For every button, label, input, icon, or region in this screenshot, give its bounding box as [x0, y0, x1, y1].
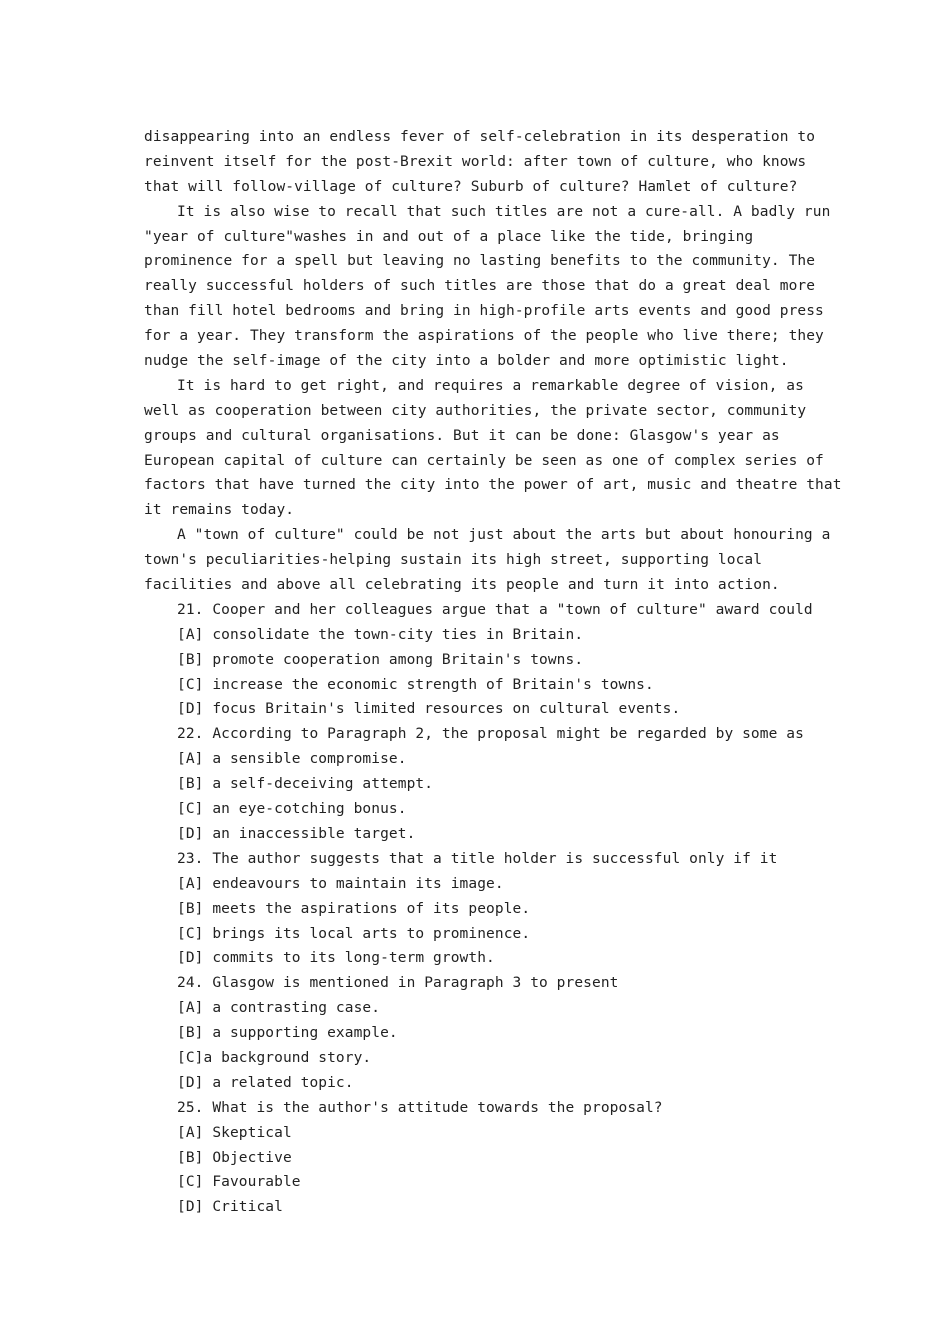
answer-option: [D] focus Britain's limited resources on cultural events.: [177, 701, 681, 718]
question-24: [144, 971, 824, 1095]
answer-option: [C] increase the economic strength of Britain's towns.: [177, 676, 654, 693]
answer-option: [B] a supporting example.: [177, 1025, 398, 1042]
text-line: factors that have turned the city into the power of art, music and theatre that: [144, 477, 842, 494]
answer-option: [D] a related topic.: [177, 1074, 354, 1091]
answer-option: [A] a contrasting case.: [177, 1000, 381, 1017]
text-line: It is hard to get right, and requires a remarkable degree of vision, as: [177, 377, 804, 394]
answer-option: [B] promote cooperation among Britain's towns.: [177, 651, 584, 668]
question-stem: 21. Cooper and her colleagues argue that a "town of culture" award could: [177, 601, 813, 618]
answer-option: [C] Favourable: [177, 1174, 301, 1191]
paragraph-1: [144, 125, 824, 200]
text-line: reinvent itself for the post-Brexit world: after town of culture, who knows: [144, 153, 807, 170]
answer-option: [A] consolidate the town-city ties in Britain.: [177, 626, 584, 643]
question-stem: 25. What is the author's attitude towards the proposal?: [177, 1099, 663, 1116]
text-line: disappearing into an endless fever of self-celebration in its desperation to: [144, 129, 816, 145]
paragraph-2: [144, 200, 831, 374]
paragraph-3: [144, 374, 842, 523]
text-line: that will follow-village of culture? Suburb of culture? Hamlet of culture?: [144, 178, 798, 195]
text-line: well as cooperation between city authorities, the private sector, community: [144, 402, 807, 419]
text-line: A "town of culture" could be not just about the arts but about honouring a: [177, 527, 831, 544]
text-line: groups and cultural organisations. But it can be done: Glasgow's year as: [144, 427, 780, 444]
answer-option: [C]a background story.: [177, 1049, 372, 1066]
answer-option: [A] endeavours to maintain its image.: [177, 875, 504, 892]
question-stem: 22. According to Paragraph 2, the proposal might be regarded by some as: [177, 726, 804, 743]
answer-option: [D] Critical: [177, 1199, 283, 1216]
text-line: prominence for a spell but leaving no lasting benefits to the community. The: [144, 253, 816, 270]
question-stem: 23. The author suggests that a title holder is successful only if it: [177, 850, 778, 867]
reading-passage: [144, 125, 842, 1220]
text-line: nudge the self-image of the city into a bolder and more optimistic light.: [144, 353, 789, 370]
answer-option: [C] brings its local arts to prominence.: [177, 925, 531, 942]
question-25: [144, 1096, 824, 1220]
answer-option: [D] commits to its long-term growth.: [177, 950, 495, 967]
answer-option: [C] an eye-cotching bonus.: [177, 801, 407, 818]
question-22: [144, 722, 824, 846]
text-line: really successful holders of such titles are those that do a great deal more: [144, 278, 816, 295]
text-line: it remains today.: [144, 502, 295, 519]
text-line: for a year. They transform the aspirations of the people who live there; they: [144, 328, 824, 345]
answer-option: [A] a sensible compromise.: [177, 751, 407, 768]
answer-option: [A] Skeptical: [177, 1124, 292, 1141]
answer-option: [D] an inaccessible target.: [177, 825, 416, 842]
text-line: town's peculiarities-helping sustain its high street, supporting local: [144, 552, 763, 569]
answer-option: [B] Objective: [177, 1149, 292, 1166]
question-stem: 24. Glasgow is mentioned in Paragraph 3 to present: [177, 975, 619, 992]
text-line: facilities and above all celebrating its people and turn it into action.: [144, 577, 780, 594]
question-23: [144, 847, 824, 971]
question-21: [144, 598, 824, 722]
text-line: "year of culture"washes in and out of a place like the tide, bringing: [144, 228, 754, 245]
text-line: European capital of culture can certainly be seen as one of complex series of: [144, 452, 824, 469]
answer-option: [B] a self-deceiving attempt.: [177, 776, 434, 793]
answer-option: [B] meets the aspirations of its people.: [177, 900, 531, 917]
text-line: than fill hotel bedrooms and bring in high-profile arts events and good press: [144, 303, 824, 320]
paragraph-4: [144, 523, 831, 598]
text-line: It is also wise to recall that such titles are not a cure-all. A badly run: [177, 203, 831, 220]
